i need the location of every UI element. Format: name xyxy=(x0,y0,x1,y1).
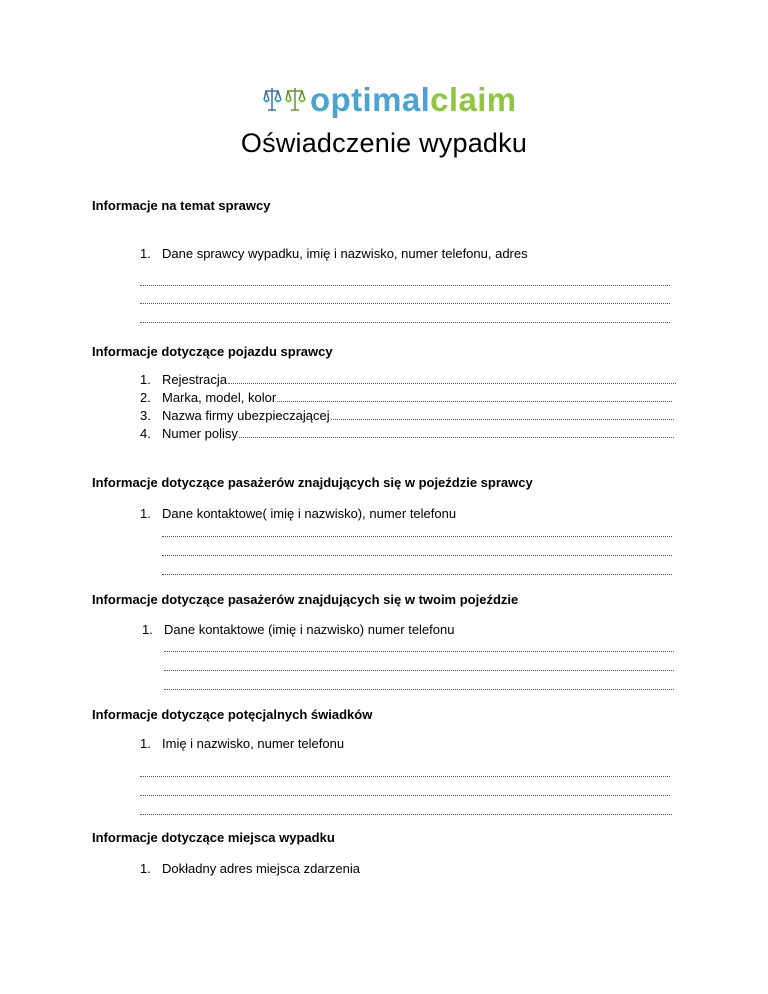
list-item xyxy=(140,408,674,423)
item-label: Dane sprawcy wypadku, imię i nazwisko, numer telefonu, adres xyxy=(162,246,528,261)
answer-line[interactable] xyxy=(331,408,674,422)
item-label: Numer polisy xyxy=(162,426,238,441)
item-number: 2. xyxy=(140,390,151,405)
list-item xyxy=(142,622,454,637)
item-number: 3. xyxy=(140,408,151,423)
item-number: 1. xyxy=(140,372,151,387)
answer-line[interactable] xyxy=(164,660,674,672)
answer-line[interactable] xyxy=(140,785,670,797)
section-heading-vehicle: Informacje dotyczące pojazdu sprawcy xyxy=(92,344,333,359)
answer-line[interactable] xyxy=(239,426,674,440)
list-item xyxy=(140,390,672,405)
answer-line[interactable] xyxy=(277,390,672,404)
answer-line[interactable] xyxy=(162,564,672,576)
list-item xyxy=(140,426,674,441)
item-label: Nazwa firmy ubezpieczającej xyxy=(162,408,330,423)
document-title: Oświadczenie wypadku xyxy=(240,128,528,158)
list-item xyxy=(140,861,360,876)
logo-text-claim: claim xyxy=(430,81,517,118)
logo-wordmark xyxy=(310,80,517,120)
section-heading-perpetrator-passengers: Informacje dotyczące pasażerów znajdujących się w pojeździe sprawcy xyxy=(92,475,533,490)
item-number: 1. xyxy=(140,736,151,751)
section-heading-witnesses: Informacje dotyczące potęcjalnych świadków xyxy=(92,707,373,722)
item-label: Rejestracja xyxy=(162,372,228,387)
item-number: 4. xyxy=(140,426,151,441)
item-number: 1. xyxy=(140,506,151,521)
answer-line[interactable] xyxy=(140,275,670,287)
logo-text-optimal: optimal xyxy=(310,81,431,118)
section-heading-own-passengers: Informacje dotyczące pasażerów znajdujących się w twoim pojeździe xyxy=(92,592,519,607)
answer-line[interactable] xyxy=(140,766,670,778)
answer-line[interactable] xyxy=(140,312,670,324)
answer-line[interactable] xyxy=(228,372,676,386)
item-number: 1. xyxy=(140,246,151,261)
answer-line[interactable] xyxy=(162,526,672,538)
item-number: 1. xyxy=(142,622,153,637)
item-number: 1. xyxy=(140,861,151,876)
list-item xyxy=(140,246,528,261)
answer-line[interactable] xyxy=(140,804,672,816)
answer-line[interactable] xyxy=(164,641,674,653)
item-label: Dokładny adres miejsca zdarzenia xyxy=(162,861,360,876)
list-item xyxy=(140,736,344,751)
answer-line[interactable] xyxy=(164,679,674,691)
item-label: Imię i nazwisko, numer telefonu xyxy=(162,736,345,751)
answer-line[interactable] xyxy=(140,293,670,305)
scales-icon xyxy=(262,85,306,115)
item-label: Dane kontaktowe( imię i nazwisko), numer telefonu xyxy=(162,506,457,521)
list-item xyxy=(140,372,676,387)
section-heading-accident-location: Informacje dotyczące miejsca wypadku xyxy=(92,830,335,845)
section-heading-perpetrator: Informacje na temat sprawcy xyxy=(92,198,271,213)
optimalclaim-logo xyxy=(262,80,517,120)
list-item xyxy=(140,506,456,521)
item-label: Marka, model, kolor xyxy=(162,390,277,405)
answer-line[interactable] xyxy=(162,545,672,557)
item-label: Dane kontaktowe (imię i nazwisko) numer telefonu xyxy=(164,622,455,637)
